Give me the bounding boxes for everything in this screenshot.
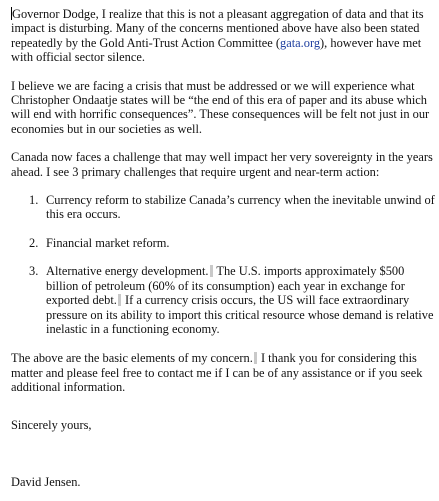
challenge-item-3 xyxy=(11,264,435,336)
challenge-item-2 xyxy=(11,236,435,250)
challenge-paragraph: Canada now faces a challenge that may well impact her very sovereignty in the years ahead. I see 3 primary challenges that require urgent and near-term action: xyxy=(11,150,433,179)
concern-text-a: The above are the basic elements of my concern. xyxy=(11,351,253,366)
comment-marker-icon xyxy=(254,352,257,364)
concern-text-b: I thank you for considering this matter and please feel free to contact me if I can be of any assistance or if you seek additional information. xyxy=(11,351,423,395)
challenge-number: 3. xyxy=(29,264,39,279)
letter-body xyxy=(11,7,435,489)
concern-paragraph xyxy=(11,351,435,394)
challenge-item-1 xyxy=(11,193,435,222)
signature-line: David Jensen. xyxy=(11,474,81,489)
comment-marker-icon xyxy=(118,294,121,306)
intro-paragraph xyxy=(11,7,435,65)
intro-text-part1: Governor Dodge, I realize that this is not a pleasant aggregation of data and that its impact is disturbing. Many of the concerns mentioned above have also been stated repeatedly by the Gold Anti-Trust Action Committee ( xyxy=(11,7,424,50)
challenge-text-c: If a currency crisis occurs, the US will face extraordinary pressure on its ability to import this critical resource whose demand is relative inelastic in a functioning economy. xyxy=(46,293,434,336)
comment-marker-icon xyxy=(210,265,213,277)
closing-line: Sincerely yours, xyxy=(11,417,92,432)
challenge-text: Financial market reform. xyxy=(46,235,170,250)
intro-text-part2: ), however have met with official sector silence. xyxy=(11,35,422,65)
challenge-text: Currency reform to stabilize Canada’s currency when the inevitable unwind of this era occurs. xyxy=(46,193,435,222)
challenge-number: 1. xyxy=(29,193,39,208)
challenge-text-b: The U.S. imports approximately $500 billion of petroleum (60% of its consumption) each year in exchange for exported debt. xyxy=(46,264,405,308)
gata-link[interactable]: gata.org xyxy=(280,35,321,50)
challenges-list xyxy=(11,193,435,336)
challenge-number: 2. xyxy=(29,235,39,250)
crisis-paragraph: I believe we are facing a crisis that must be addressed or we will experience what Christopher Ondaatje states will be “the end of this era of paper and its abuse which will end with horrific consequences”. These consequences will be felt not just in our economies but in our societies as well. xyxy=(11,78,430,136)
challenge-text-a: Alternative energy development. xyxy=(46,264,209,279)
